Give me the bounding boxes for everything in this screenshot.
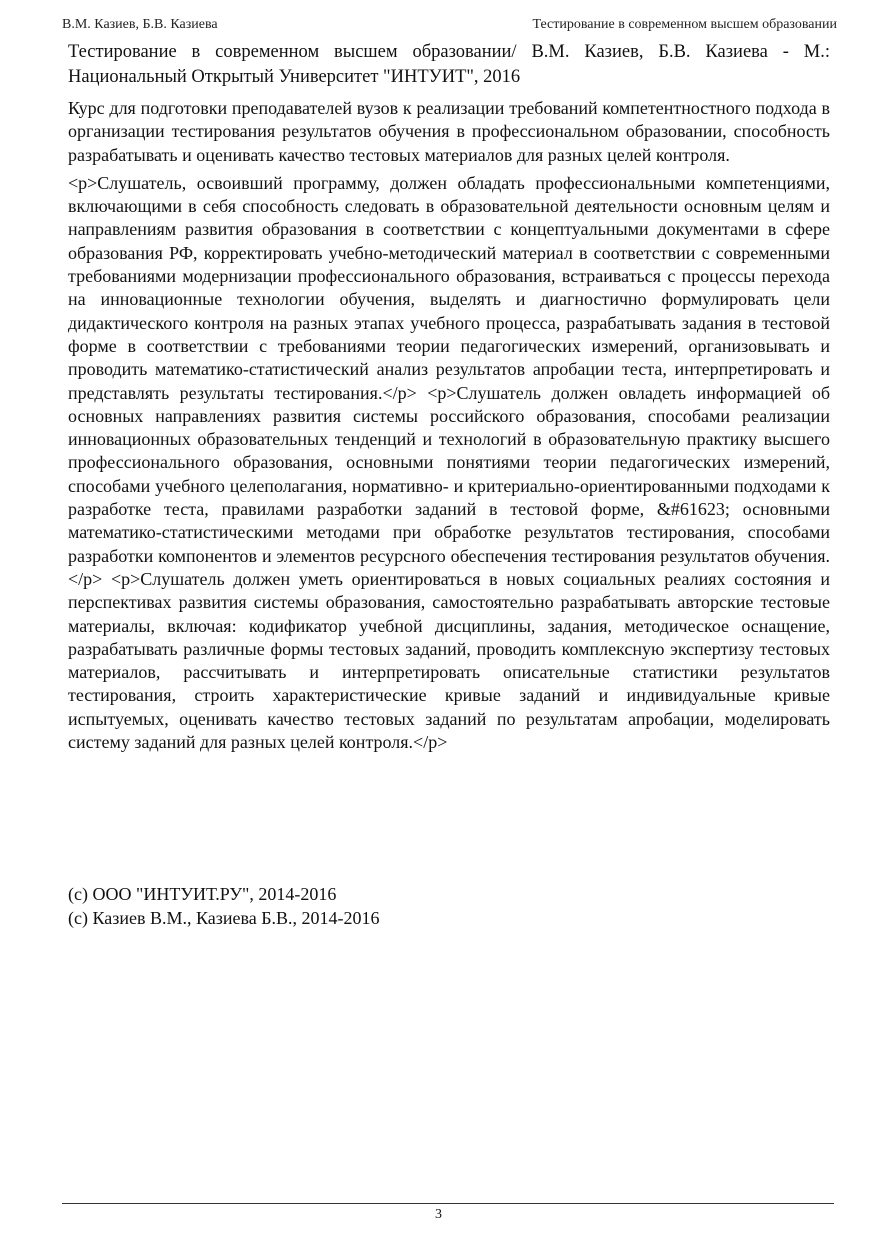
- header-authors: В.М. Казиев, Б.В. Казиева: [62, 17, 218, 32]
- body-paragraph-1: Курс для подготовки преподавателей вузов к реализации требований компетентностного подхода в организации тестирования результатов обучения в профессиональном образовании, способность разрабатывать и оценивать качество тестовых материалов для разных целей контроля.: [68, 98, 830, 165]
- annotation-text: [68, 97, 830, 759]
- copyright-line-2: (c) Казиев В.М., Казиева Б.В., 2014-2016: [68, 908, 380, 928]
- copyright-line-1: (c) ООО "ИНТУИТ.РУ", 2014-2016: [68, 884, 337, 904]
- citation: Тестирование в современном высшем образовании/ В.М. Казиев, Б.В. Казиева - М.: Национальный Открытый Университет "ИНТУИТ", 2016: [68, 42, 830, 87]
- footer-divider: [62, 1203, 834, 1204]
- running-header: [62, 16, 837, 34]
- header-book-title: Тестирование в современном высшем образовании: [532, 17, 837, 32]
- copyright-block: [68, 882, 380, 930]
- body-paragraph-2: <p>Слушатель, освоивший программу, должен обладать профессиональными компетенциями, включающими в себя способность следовать в образовательной деятельности основным целям и направлениям развития образования в соответствии с концептуальными документами в сфере образования РФ, корректировать учебно-методический материал в соответствии с современными требованиями модернизации профессионального образования, встраиваться с процессы перехода на инновационные технологии обучения, выделять и диагностично формулировать цели дидактического контроля на разных этапах учебного процесса, разрабатывать задания в тестовой форме в соответствии с требованиями теории педагогических измерений, организовывать и проводить математико-статистический анализ результатов апробации теста, интерпретировать и представлять результаты тестирования.</p> <p>Слушатель должен овладеть информацией об основных направлениях развития системы российского образования, способами реализации инновационных образовательных тенденций и технологий в образовательную практику высшего профессионального образования, основными понятиями теории педагогических измерений, способами учебного целеполагания, нормативно- и критериально-ориентированными подходами к разработке теста, правилами разработки заданий в тестовой форме, &#61623; основными математико-статистическими методами при обработке результатов тестирования, способами разработки компонентов и элементов ресурсного обеспечения тестирования результатов обучения.</p> <p>Слушатель должен уметь ориентироваться в новых социальных реалиях состояния и перспективах развития системы образования, самостоятельно разрабатывать авторские тестовые материалы, включая: кодификатор учебной дисциплины, задания, методическое оснащение, разрабатывать различные формы тестовых заданий, проводить комплексную экспертизу тестовых материалов, рассчитывать и интерпретировать описательные статистики результатов тестирования, строить характеристические кривые заданий и индивидуальные кривые испытуемых, оценивать качество тестовых заданий по результатам апробации, моделировать систему заданий для разных целей контроля.</p>: [68, 172, 830, 753]
- page-number: 3: [435, 1207, 442, 1222]
